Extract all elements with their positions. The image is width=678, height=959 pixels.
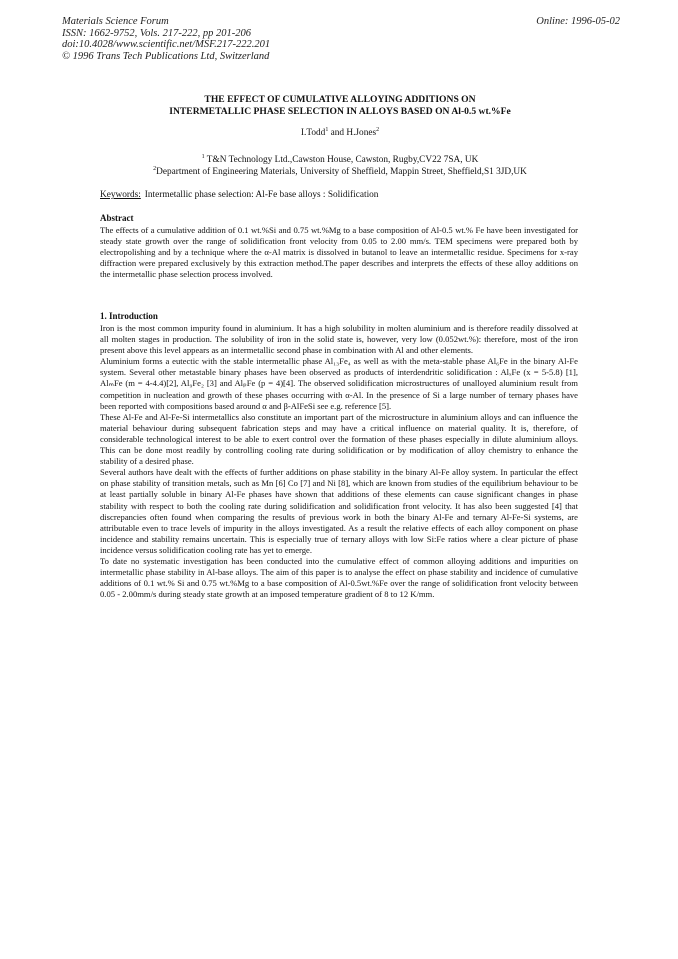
keywords <box>100 190 378 200</box>
author-affiliation-mark: 2 <box>376 126 380 133</box>
paper-title <box>80 94 600 117</box>
intro-paragraph: Aluminium forms a eutectic with the stable intermetallic phase Al₁₃Fe₄ as well as with the meta-stable phase Al₆Fe in the binary Al-Fe system. Several other metastable binary phases have been observed as products of interdendritic solidification : AlₓFe (x = 5-5.8) [1], AlₘFe (m = 4-4.4)[2], Al₉Fe₂ [3] and AlₚFe (p = 4)[4]. The observed solidification microstructures of unalloyed aluminium result from competition in nucleation and growth of these phases occurring with α-Al. In the presence of Si a large number of ternary phases have been reported with compositions based around α and β-AlFeSi see e.g. reference [5]. <box>100 356 578 411</box>
intro-paragraph: Iron is the most common impurity found in aluminium. It has a high solubility in molten aluminium and is therefore readily dissolved at all molten stages in production. The solubility of iron in the solid state is, however, very low (0.052wt.%): therefore, most of the iron present above this level appears as an intermetallic second phase in combination with Al and other elements. <box>100 323 578 356</box>
doi-link[interactable]: doi:10.4028/www.scientific.net/MSF.217-222.201 <box>62 39 271 50</box>
author-name: I.Todd <box>300 128 326 138</box>
journal-header <box>62 16 270 62</box>
affiliation-text: Department of Engineering Materials, University of Sheffield, Mappin Street, Sheffield,S1 3JD,UK <box>156 167 527 177</box>
abstract-text: The effects of a cumulative addition of 0.1 wt.%Si and 0.75 wt.%Mg to a base composition of Al-0.5 wt.% Fe have been investigated for steady state growth over the range of solidification front velocity from 0.05 to 2.00 mm/s. TEM specimens were prepared both by electropolishing and by a technique where the α-Al matrix is dissolved in butanol to leave an intermetallic residue. Specimens for x-ray diffraction were prepared exclusively by this extraction method.The paper describes and interprets the effects of these alloy additions on the intermetallic phase selection process involved. <box>100 225 578 280</box>
affiliation-mark: 2 <box>153 165 157 172</box>
author-affiliation-mark: 1 <box>325 126 329 133</box>
intro-paragraph: To date no systematic investigation has been conducted into the cumulative effect of common alloying additions and impurities on intermetallic phase stability in Al-base alloys. The aim of this paper is to analyse the effect on phase stability and incidence of cumulative additions of 0.1 wt.% Si and 0.75 wt.%Mg to a base composition of Al-0.5wt.%Fe over the range of solidification front velocity between 0.05 - 2.00mm/s during steady state growth at an imposed temperature gradient of 8 to 12 K/mm. <box>100 555 578 600</box>
affiliation-1 <box>80 154 600 166</box>
abstract-heading: Abstract <box>100 213 134 223</box>
journal-name: Materials Science Forum <box>62 16 169 27</box>
intro-paragraph: Several authors have dealt with the effects of further additions on phase stability in the binary Al-Fe alloy system. In particular the effect on phase stability of transition metals, such as Mn [6] Co [7] and Ni [8], which are known from studies of the equilibrium behaviour to be at least partially soluble in binary Al-Fe phases have shown that additions of these elements can cause significant changes in phase stability with respect to both the cooling rate during solidification and solidification front velocity. It has also been suggested [4] that discrepancies often found when comparing the results of previous work in both the binary Al-Fe and ternary Al-Fe-Si systems, are attributable even to trace levels of impurity in the alloys investigated. As a result the relative effects of each alloy component on phase incidence and stability remains uncertain. This is especially true of ternary alloys with low Si:Fe ratios where a clear picture of phase incidence versus solidification cooling rate has yet to emerge. <box>100 467 578 555</box>
author-name: H.Jones <box>346 128 377 138</box>
author-list <box>80 128 600 138</box>
issn-line: ISSN: 1662-9752, Vols. 217-222, pp 201-206 <box>62 27 251 39</box>
affiliations <box>80 154 600 178</box>
author-separator: and <box>328 128 347 138</box>
intro-paragraph: These Al-Fe and Al-Fe-Si intermetallics also constitute an important part of the microstructure in aluminium alloys and can influence the material behaviour during subsequent fabrication steps and may have a critical influence on material quality. It is, therefore, of considerable technological interest to be able to exert control over the formation of these phases especially in dilute aluminium alloys. This can be done most readily by controlling cooling rate during solidification or by modification of alloy chemistry to enhance the stability of a desired phase. <box>100 411 578 467</box>
introduction-body <box>100 323 578 600</box>
copyright-line: © 1996 Trans Tech Publications Ltd, Switzerland <box>62 50 270 62</box>
introduction-heading: 1. Introduction <box>100 311 158 321</box>
keywords-label: Keywords: <box>100 190 141 200</box>
online-date: Online: 1996-05-02 <box>536 16 620 27</box>
affiliation-2 <box>80 166 600 178</box>
affiliation-mark: 1 <box>201 153 205 160</box>
title-line-1: THE EFFECT OF CUMULATIVE ALLOYING ADDITIONS ON <box>204 94 476 105</box>
title-line-2: INTERMETALLIC PHASE SELECTION IN ALLOYS BASED ON Al-0.5 wt.%Fe <box>169 105 511 117</box>
keywords-text: Intermetallic phase selection: Al-Fe base alloys : Solidification <box>144 190 379 200</box>
affiliation-text: T&N Technology Ltd.,Cawston House, Cawston, Rugby,CV22 7SA, UK <box>204 155 479 165</box>
